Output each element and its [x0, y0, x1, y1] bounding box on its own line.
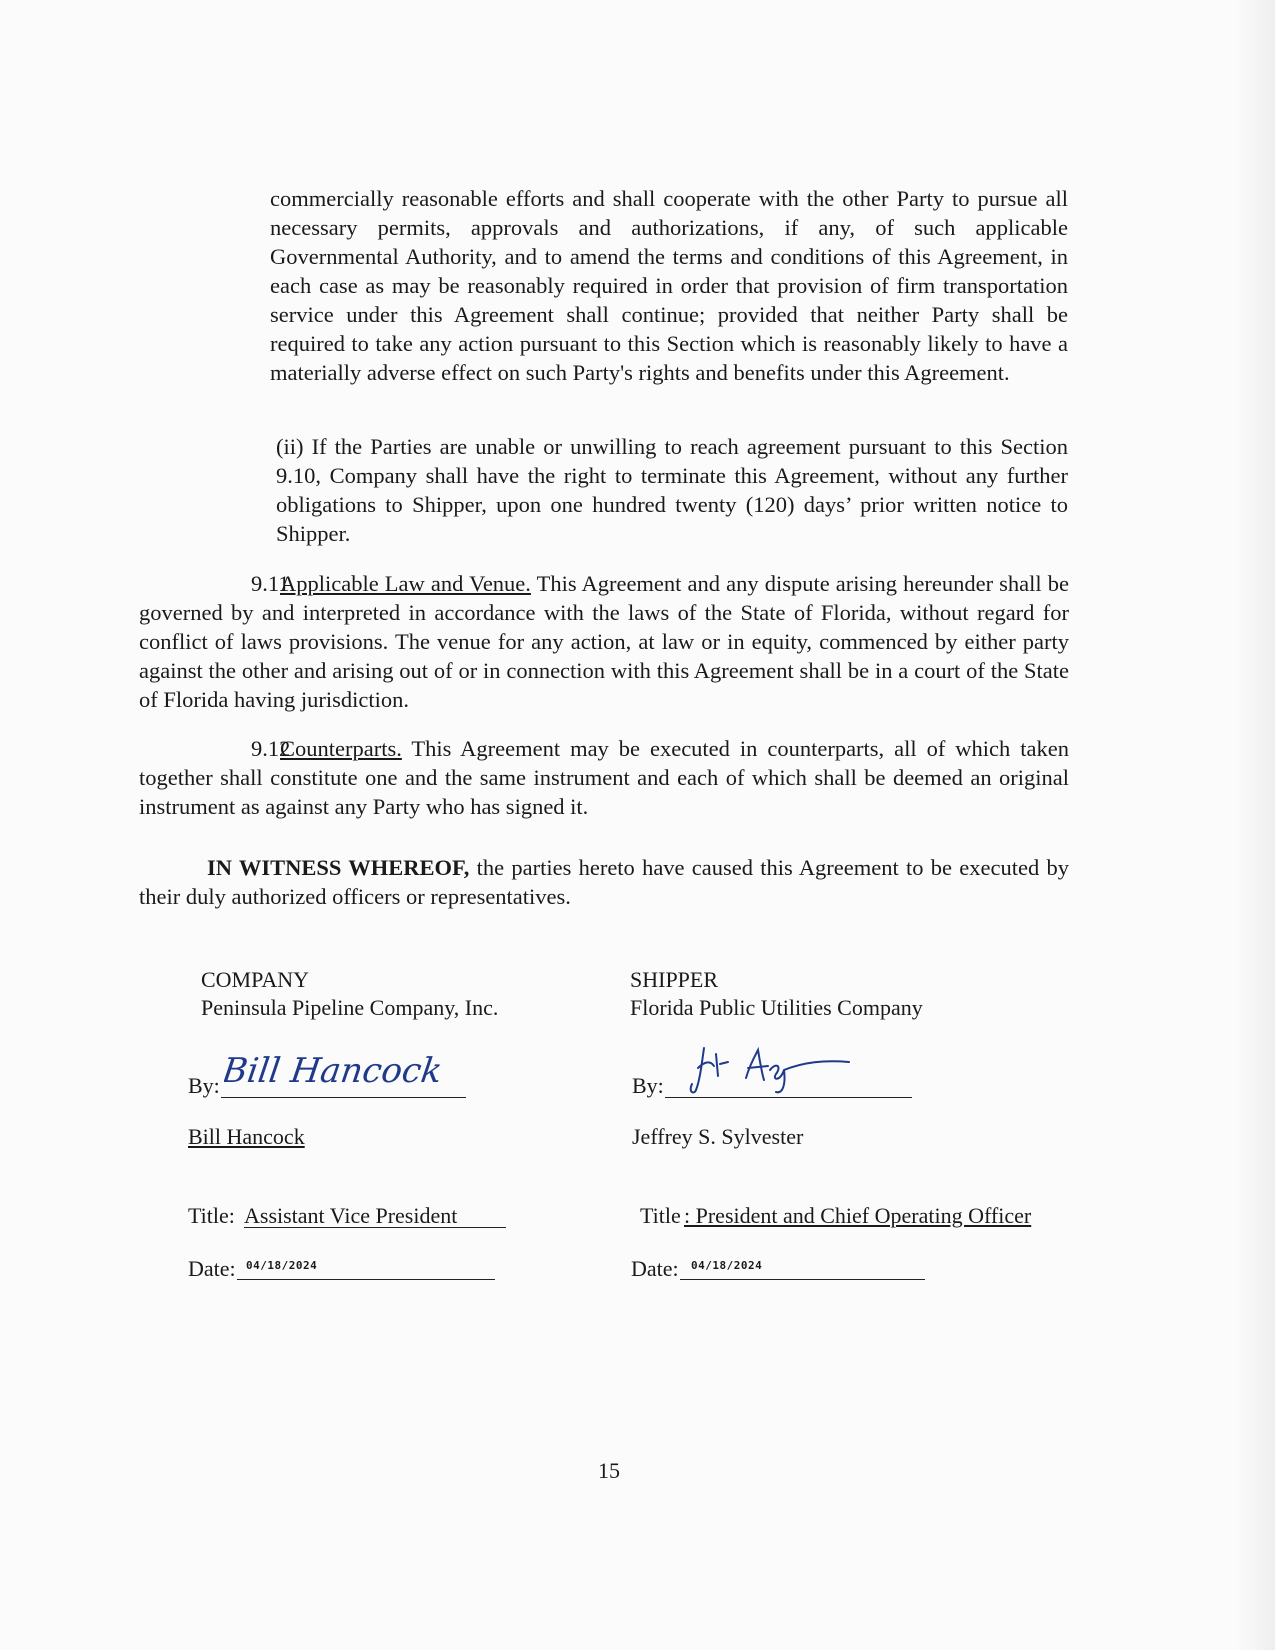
shipper-signature — [684, 1040, 864, 1105]
witness-paragraph — [139, 853, 1069, 911]
section-heading: Applicable Law and Venue. — [280, 571, 531, 596]
company-title-value: Assistant Vice President — [244, 1203, 458, 1228]
section-body: This Agreement and any dispute arising hereunder shall be governed by and interpreted in accordance with the laws of the State of Florida, without regard for conflict of laws provisions. The venue for any action, at law or in equity, commenced by either party against the other and arising out of or in connection with this Agreement shall be in a court of the State of Florida having jurisdiction. — [139, 571, 1069, 712]
shipper-signer-name: Jeffrey S. Sylvester — [632, 1124, 804, 1149]
shipper-date-value: 04/18/2024 — [691, 1259, 763, 1272]
continuation-paragraph: commercially reasonable efforts and shall cooperate with the other Party to pursue all necessary permits, approvals and authorizations, if any, of such applicable Governmental Authority, and to amend the terms and conditions of this Agreement, in each case as may be reasonably required in order that provision of firm transportation service under this Agreement shall continue; provided that neither Party shall be required to take any action pursuant to this Section which is reasonably likely to have a materially adverse effect on such Party's rights and benefits under this Agreement. — [270, 186, 1068, 385]
section-9-12 — [139, 734, 1069, 821]
svg-text:Bill Hancock: Bill Hancock — [224, 1051, 444, 1091]
company-signer-name: Bill Hancock — [188, 1124, 305, 1149]
witness-heading: IN WITNESS WHEREOF, — [207, 855, 470, 880]
signature-image — [684, 1040, 864, 1100]
shipper-block — [630, 966, 923, 1022]
shipper-by-label: By: — [632, 1073, 664, 1098]
company-date-value: 04/18/2024 — [246, 1259, 318, 1272]
page-edge-shadow — [1235, 0, 1275, 1650]
shipper-date-label: Date: — [631, 1256, 679, 1281]
company-title-label: Title: — [188, 1203, 235, 1228]
section-number: 9.12 — [251, 736, 291, 761]
company-date-line — [237, 1279, 495, 1280]
section-number: 9.11 — [251, 571, 290, 596]
company-date-label: Date: — [188, 1256, 236, 1281]
shipper-title-value: : President and Chief Operating Officer — [684, 1203, 1032, 1228]
page-number: 15 — [598, 1458, 620, 1483]
section-body: This Agreement may be executed in counterparts, all of which taken together shall constitute one and the same instrument and each of which shall be deemed an original instrument as against any Party who has signed it. — [139, 736, 1069, 819]
section-9-11 — [139, 569, 1069, 714]
company-label: COMPANY — [201, 967, 310, 992]
shipper-label: SHIPPER — [630, 967, 719, 992]
company-by-label: By: — [188, 1073, 220, 1098]
company-name: Peninsula Pipeline Company, Inc. — [201, 995, 499, 1020]
company-block — [201, 966, 498, 1022]
witness-body: the parties hereto have caused this Agreement to be executed by their duly authorized officers or representatives. — [139, 855, 1070, 909]
company-signature — [224, 1046, 444, 1099]
section-heading: Counterparts. — [280, 736, 402, 761]
shipper-title-label: Title — [640, 1203, 681, 1228]
shipper-date-line — [680, 1279, 925, 1280]
shipper-name: Florida Public Utilities Company — [630, 995, 923, 1020]
signature-image — [224, 1046, 444, 1094]
clause-ii-paragraph: (ii) If the Parties are unable or unwilling to reach agreement pursuant to this Section 9.10, Company shall have the right to terminate this Agreement, without any further obligations to Shipper, upon one hundred twenty (120) days’ prior written notice to Shipper. — [276, 434, 1068, 546]
company-title-line — [244, 1227, 506, 1228]
